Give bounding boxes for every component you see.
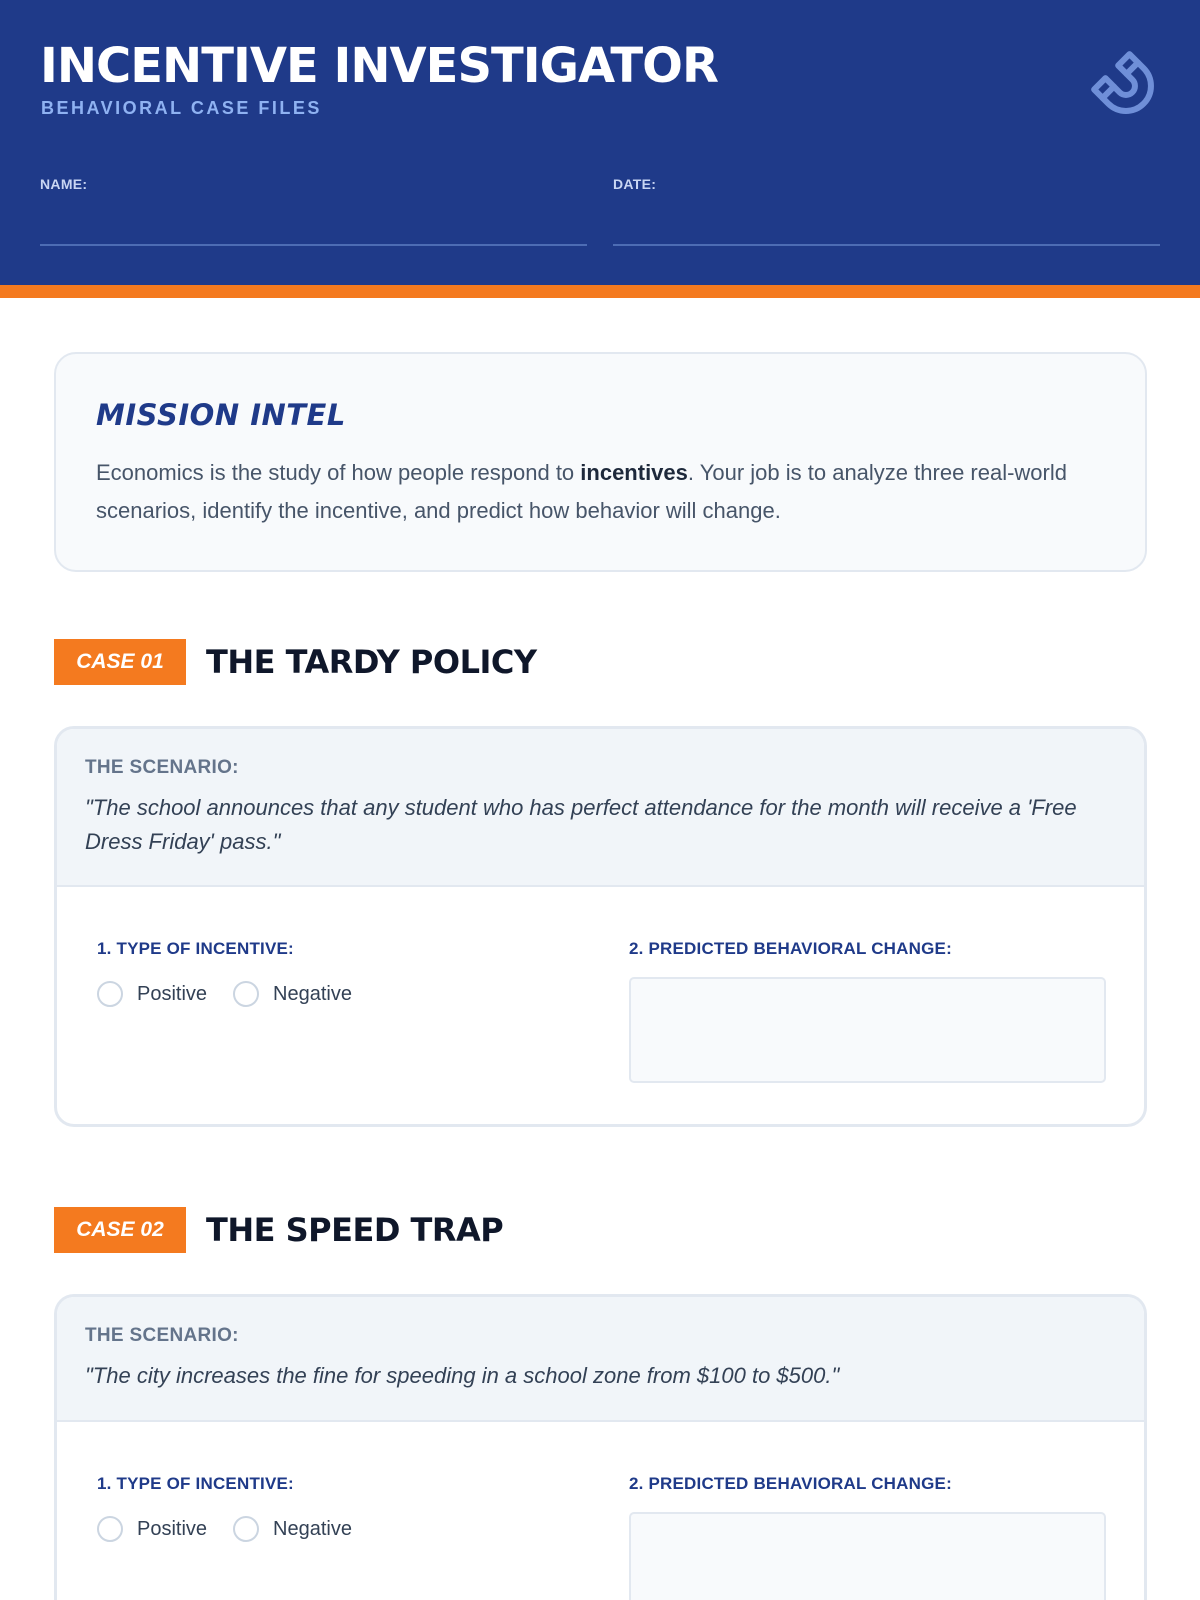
negative-radio[interactable] <box>233 981 352 1007</box>
scenario-text: "The school announces that any student who has perfect attendance for the month will receive a 'Free Dress Friday' pass." <box>85 795 1077 854</box>
intel-text-end: . Your job is to analyze three real-world scenarios, identify the incentive, and predict how behavior will change. <box>96 460 1067 523</box>
negative-radio[interactable] <box>233 1516 352 1542</box>
behavior-change-textbox[interactable] <box>629 977 1106 1083</box>
behavior-change-label: 2. PREDICTED BEHAVIORAL CHANGE: <box>629 939 952 958</box>
incentive-type-label: 1. TYPE OF INCENTIVE: <box>97 1474 294 1493</box>
mission-intel-text <box>96 454 1096 530</box>
page-title: INCENTIVE INVESTIGATOR <box>40 38 718 94</box>
magnet-icon <box>1078 38 1164 124</box>
scenario-text: "The city increases the fine for speeding in a school zone from $100 to $500." <box>85 1363 840 1388</box>
case-title: THE TARDY POLICY <box>206 643 537 681</box>
radio-circle[interactable] <box>97 1516 123 1542</box>
scenario-panel <box>57 1297 1144 1422</box>
case-card <box>54 726 1147 1127</box>
page-header <box>0 0 1200 285</box>
scenario-label: THE SCENARIO: <box>85 757 239 778</box>
incentive-type-options <box>97 981 378 1007</box>
negative-label: Negative <box>273 982 352 1005</box>
radio-circle[interactable] <box>233 981 259 1007</box>
radio-circle[interactable] <box>233 1516 259 1542</box>
page-subtitle: BEHAVIORAL CASE FILES <box>41 98 322 118</box>
name-field[interactable] <box>40 176 87 192</box>
date-input-line[interactable] <box>613 244 1160 246</box>
mission-intel-title: MISSION INTEL <box>96 398 346 432</box>
case-badge: CASE 01 <box>54 639 186 685</box>
positive-label: Positive <box>137 1517 208 1540</box>
positive-radio[interactable] <box>97 981 207 1007</box>
incentive-type-options <box>97 1516 378 1542</box>
answer-section <box>57 887 1144 1127</box>
date-field[interactable] <box>613 176 656 192</box>
incentive-type-label: 1. TYPE OF INCENTIVE: <box>97 939 294 958</box>
case-card <box>54 1294 1147 1600</box>
negative-label: Negative <box>273 1517 352 1540</box>
positive-radio[interactable] <box>97 1516 207 1542</box>
date-label: DATE: <box>613 176 657 192</box>
scenario-label: THE SCENARIO: <box>85 1325 239 1346</box>
case-badge: CASE 02 <box>54 1207 186 1253</box>
answer-section <box>57 1422 1144 1600</box>
header-accent-stripe <box>0 285 1200 298</box>
radio-circle[interactable] <box>97 981 123 1007</box>
name-input-line[interactable] <box>40 244 587 246</box>
intel-text-bold: incentives <box>580 460 688 485</box>
mission-intel-card <box>54 352 1147 572</box>
positive-label: Positive <box>137 982 208 1005</box>
intel-text-start: Economics is the study of how people respond to <box>96 460 581 485</box>
behavior-change-textbox[interactable] <box>629 1512 1106 1600</box>
behavior-change-label: 2. PREDICTED BEHAVIORAL CHANGE: <box>629 1474 952 1493</box>
case-title: THE SPEED TRAP <box>206 1211 504 1249</box>
name-label: NAME: <box>40 176 88 192</box>
scenario-panel <box>57 729 1144 887</box>
